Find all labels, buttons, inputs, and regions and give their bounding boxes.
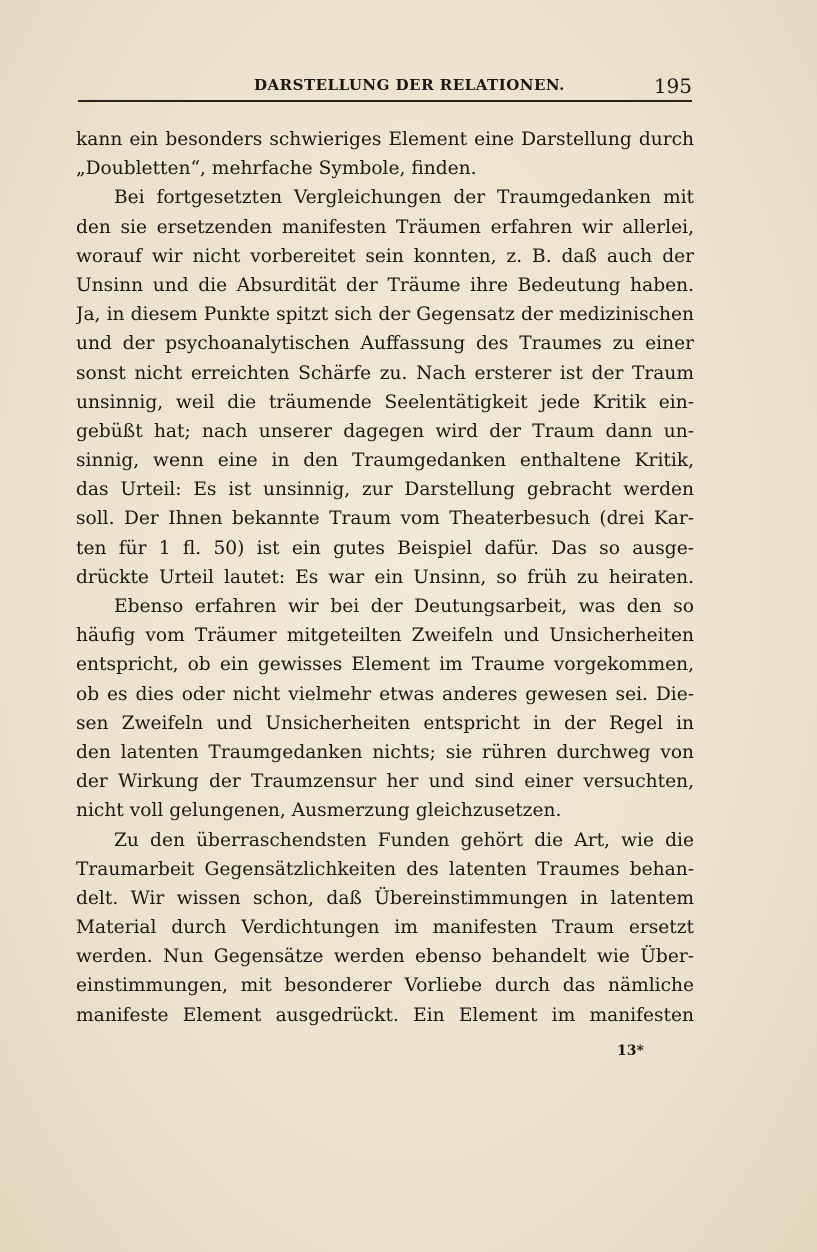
text-line: gebüßt hat; nach unserer dagegen wird der Traum dann un-: [76, 420, 694, 442]
text-line: „Doubletten“, mehrfache Symbole, finden.: [76, 158, 477, 180]
text-line: Unsinn und die Absurdität der Träume ihre Bedeutung haben.: [76, 274, 694, 296]
text-line: soll. Der Ihnen bekannte Traum vom Theaterbesuch (drei Kar-: [76, 508, 694, 530]
text-line: drückte Urteil lautet: Es war ein Unsinn, so früh zu heiraten.: [76, 566, 694, 588]
text-line: werden. Nun Gegensätze werden ebenso behandelt wie Über-: [76, 946, 694, 968]
text-line: häufig vom Träumer mitgeteilten Zweifeln und Unsicherheiten: [76, 625, 694, 647]
text-line: den sie ersetzenden manifesten Träumen erfahren wir allerlei,: [76, 216, 694, 238]
running-title: DARSTELLUNG DER RELATIONEN.: [254, 76, 565, 94]
text-line: Ja, in diesem Punkte spitzt sich der Gegensatz der medizinischen: [76, 304, 694, 326]
text-line: kann ein besonders schwieriges Element eine Darstellung durch: [76, 129, 694, 150]
text-line: Material durch Verdichtungen im manifesten Traum ersetzt: [76, 917, 694, 939]
running-head: [78, 70, 692, 102]
text-line: Ebenso erfahren wir bei der Deutungsarbeit, was den so: [114, 596, 694, 617]
text-line: und der psychoanalytischen Auffassung des Traumes zu einer: [76, 333, 694, 355]
text-line: sinnig, wenn eine in den Traumgedanken enthaltene Kritik,: [76, 450, 694, 472]
text-line: Zu den überraschendsten Funden gehört die Art, wie die: [114, 829, 694, 851]
text-line: worauf wir nicht vorbereitet sein konnten, z. B. daß auch der: [76, 245, 694, 267]
text-line: sonst nicht erreichten Schärfe zu. Nach ersterer ist der Traum: [76, 362, 694, 384]
text-line: delt. Wir wissen schon, daß Übereinstimmungen in latentem: [76, 887, 694, 909]
page-number: 195: [653, 74, 692, 98]
body-text: [76, 125, 694, 1030]
text-line: den latenten Traumgedanken nichts; sie rühren durchweg von: [76, 741, 694, 763]
text-line: der Wirkung der Traumzensur her und sind einer versuchten,: [76, 771, 694, 793]
text-line: Bei fortgesetzten Vergleichungen der Traumgedanken mit: [114, 187, 694, 209]
text-line: Traumarbeit Gegensätzlichkeiten des latenten Traumes behan-: [76, 858, 694, 880]
text-line: ten für 1 fl. 50) ist ein gutes Beispiel dafür. Das so ausge-: [76, 537, 694, 559]
text-line: sen Zweifeln und Unsicherheiten entspricht in der Regel in: [76, 712, 694, 734]
text-line: nicht voll gelungenen, Ausmerzung gleichzusetzen.: [76, 800, 562, 822]
text-line: ob es dies oder nicht vielmehr etwas anderes gewesen sei. Die-: [76, 683, 694, 705]
header-rule: [78, 100, 692, 102]
text-line: entspricht, ob ein gewisses Element im Traume vorgekommen,: [76, 654, 694, 676]
text-line: das Urteil: Es ist unsinnig, zur Darstellung gebracht werden: [76, 479, 694, 501]
signature-mark: 13*: [617, 1043, 644, 1059]
text-line: einstimmungen, mit besonderer Vorliebe durch das nämliche: [76, 975, 694, 997]
text-line: unsinnig, weil die träumende Seelentätigkeit jede Kritik ein-: [76, 391, 694, 413]
text-line: manifeste Element ausgedrückt. Ein Element im manifesten: [76, 1004, 694, 1026]
